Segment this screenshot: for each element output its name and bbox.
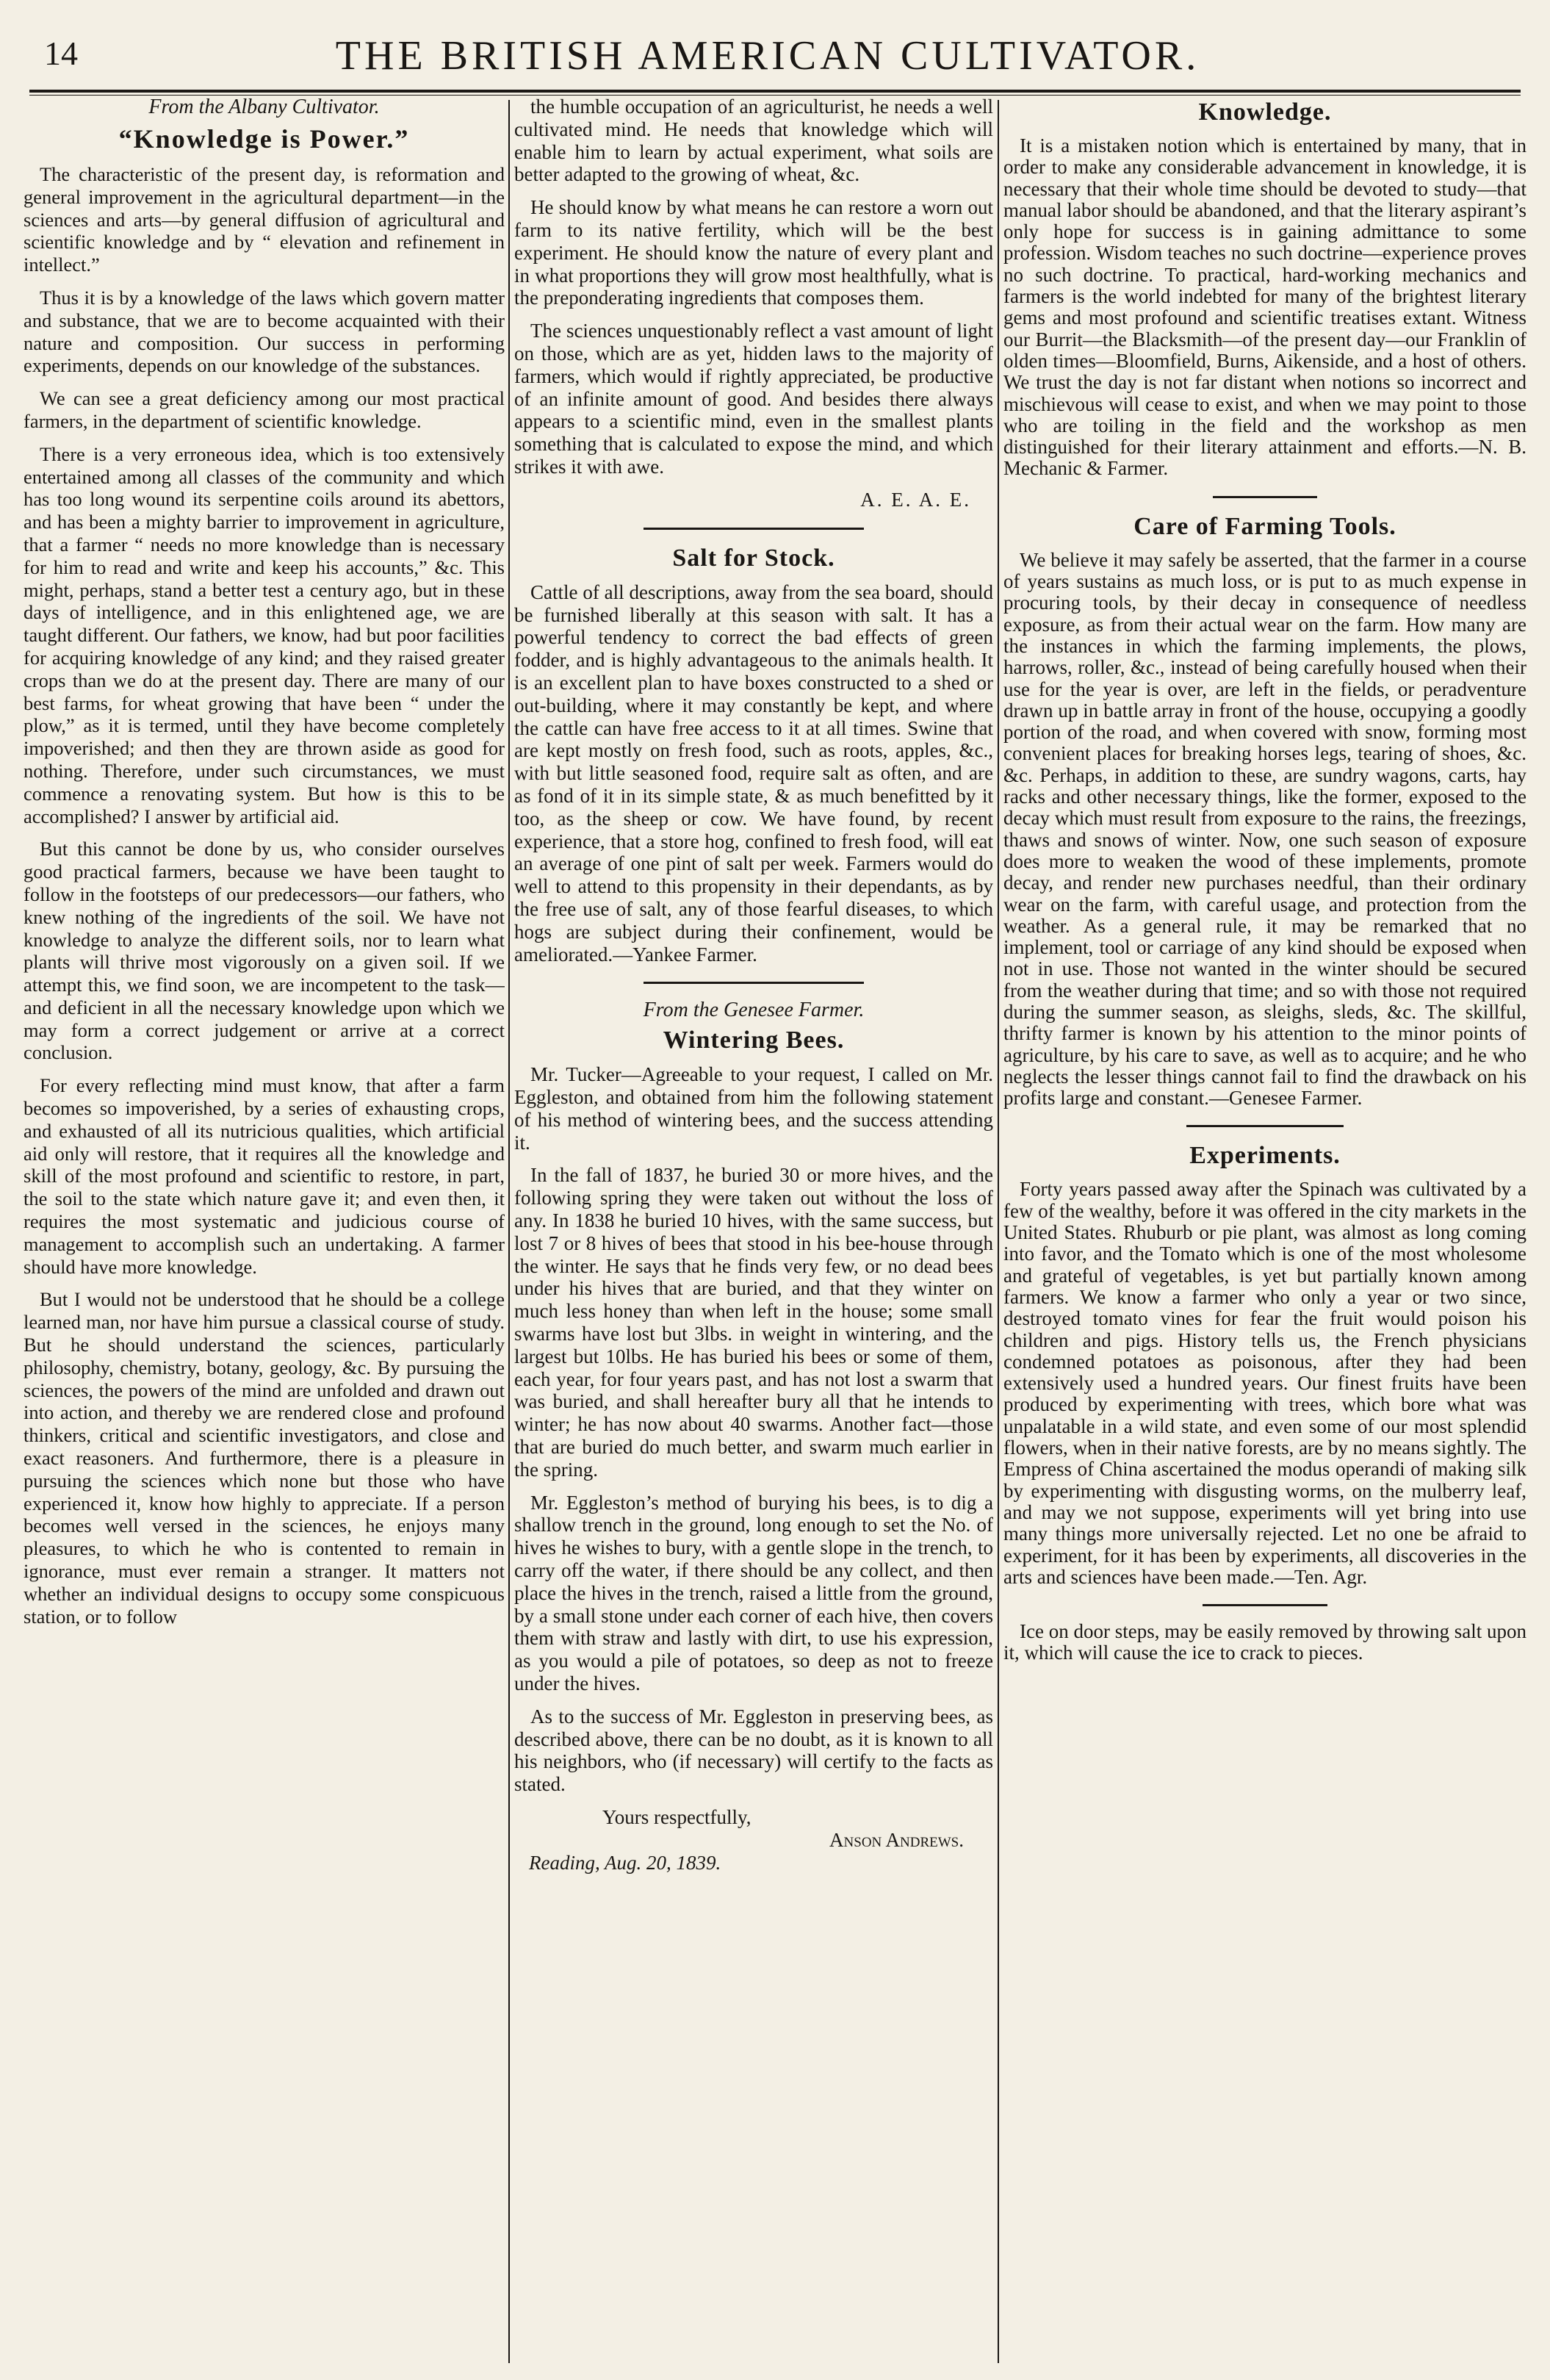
paragraph: It is a mistaken notion which is entertained by many, that in order to make any considerable advancement in knowledge, it is necessary that their whole time should be devoted to study—that manual labor should be abandoned, and that the literary aspirant’s only hope for success is in gaining admittance to some profession. Wisdom teaches no such doctrine—experience proves no such doctrine. To practical, hard-working mechanics and farmers is the world indebted for many of the brightest literary gems and most profound and scientific treatises extant. Witness our Burrit—the Blacksmith—of the present day—our Franklin of olden times—Bloomfield, Burns, Aikenside, and a host of others. We trust the day is not far distant when notions so incorrect and mischievous will cease to exist, and when we may point to those who are toiling in the field and the workshop as men distinguished for their literary attainment and efforts.—N. B. Mechanic & Farmer. bbox=[1003, 134, 1526, 480]
paragraph: Mr. Eggleston’s method of burying his bees, is to dig a shallow trench in the ground, long enough to set the No. of hives he wishes to bury, with a gentle slope in the trench, to carry off the water, if there should be any collect, and then place the hives in the trench, raised a little from the ground, by a small stone under each corner of each hive, then covers them with straw and lastly with dirt, to use his expression, as you would a pile of potatoes, so deep as not to freeze under the hives. bbox=[514, 1491, 993, 1695]
masthead-rule-thick bbox=[29, 90, 1521, 93]
newspaper-title: THE BRITISH AMERICAN CULTIVATOR. bbox=[335, 33, 1200, 79]
article-separator bbox=[1213, 496, 1317, 498]
paragraph: Ice on door steps, may be easily removed by throwing salt upon it, which will cause the ice to crack to pieces. bbox=[1003, 1620, 1526, 1664]
paragraph: As to the success of Mr. Eggleston in preserving bees, as described above, there can be no doubt, as it is known to all his neighbors, who (if necessary) will certify to the facts as stated. bbox=[514, 1705, 993, 1796]
paragraph: But this cannot be done by us, who consider ourselves good practical farmers, because we have been taught to follow in the footsteps of our predecessors—our fathers, who knew nothing of the ingredients of the soil. We have not knowledge to analyze the different soils, nor to learn what plants will thrive most vigorously on a given soil. If we attempt this, we find soon, we are incompetent to the task—and deficient in all the necessary knowledge upon which we may form a correct judgement or arrive at a correct conclusion. bbox=[24, 838, 505, 1064]
paragraph: Mr. Tucker—Agreeable to your request, I called on Mr. Eggleston, and obtained from him the following statement of his method of wintering bees, and the success attending it. bbox=[514, 1063, 993, 1154]
masthead bbox=[29, 28, 1506, 91]
paragraph: He should know by what means he can restore a worn out farm to its native fertility, which will be the best experiment. He should know the nature of every plant and in what proportions they will grow most healthfully, what is the preponderating ingredients that composes them. bbox=[514, 196, 993, 309]
article-separator bbox=[1186, 1125, 1344, 1127]
paragraph: But I would not be understood that he should be a college learned man, nor have him pursue a classical course of study. But he should understand the sciences, particularly philosophy, chemistry, botany, geology, &c. By pursuing the sciences, the powers of the mind are unfolded and drawn out into action, and thereby we are rendered close and profound thinkers, critical and scientific investigators, and close and exact reasoners. And furthermore, there is a pleasure in pursuing the sciences which none but those who have experienced it, know how highly to appreciate. If a person becomes well versed in the sciences, he enjoys many pleasures, to which he who is contented to remain in ignorance, must ever remain a stranger. It matters not whether an individual designs to occupy some conspicuous station, or to follow bbox=[24, 1288, 505, 1628]
article-separator bbox=[1203, 1604, 1328, 1606]
letter-place-date: Reading, Aug. 20, 1839. bbox=[529, 1852, 721, 1874]
article-heading-salt-for-stock: Salt for Stock. bbox=[672, 544, 835, 572]
article-heading-knowledge: Knowledge. bbox=[1198, 98, 1332, 126]
column-1 bbox=[24, 96, 505, 2366]
article-heading-care-of-farming-tools: Care of Farming Tools. bbox=[1133, 512, 1396, 540]
article-source: From the Genesee Farmer. bbox=[643, 999, 865, 1022]
paragraph: Cattle of all descriptions, away from the sea board, should be furnished liberally at this season with salt. It has a powerful tendency to correct the bad effects of green fodder, and is highly advantageous to the animals health. It is an excellent plan to have boxes constructed to a shed or out-building, where it may constantly be kept, and where the cattle can have free access to it at all times. Swine that are kept mostly on fresh food, such as roots, apples, &c., with but little seasoned food, require salt as often, and are as fond of it in its simple state, & as much benefitted by it too, as the sheep or cow. We have found, by recent experience, that a store hog, confined to fresh food, will eat an average of one pint of salt per week. Farmers would do well to attend to this propensity in their dependants, as by the free use of salt, any of those fearful diseases, to which hogs are subject during their confinement, would be ameliorated.—Yankee Farmer. bbox=[514, 580, 993, 966]
paragraph: Thus it is by a knowledge of the laws which govern matter and substance, that we are to become acquainted with their nature and composition. Our success in performing experiments, depends on our knowledge of the substances. bbox=[24, 286, 505, 377]
column-2 bbox=[514, 96, 993, 2366]
paragraph: There is a very erroneous idea, which is too extensively entertained among all classes of the community and which has too long wound its serpentine coils around its abettors, and has been a mighty barrier to improvement in agriculture, that a farmer “ needs no more knowledge than is necessary for him to read and write and keep his accounts,” &c. This might, perhaps, stand a better test a century ago, but in these days of intelligence, and in this enlightened age, we are taught different. Our fathers, we know, had but poor facilities for acquiring knowledge of any kind; and they raised greater crops than we do at the present day. There are many of our best farms, for wheat growing that have been “ under the plow,” as it is termed, until they have become completely impoverished; and then they are thrown aside as good for nothing. Therefore, under such circumstances, we must commence a renovating system. But how is this to be accomplished? I answer by artificial aid. bbox=[24, 442, 505, 827]
article-heading-experiments: Experiments. bbox=[1189, 1142, 1341, 1170]
letter-closing: Yours respectfully, bbox=[602, 1806, 751, 1828]
article-separator bbox=[644, 982, 864, 984]
paragraph: Forty years passed away after the Spinach was cultivated by a few of the wealthy, before it was offered in the city markets in the United States. Rhuburb or pie plant, was almost as long coming into favor, and the Tomato which is one of the most wholesome and grateful of vegetables, is yet but partially known among farmers. We know a farmer who only a year or two since, destroyed tomato vines for fear the fruit would poison his children and pigs. History tells us, the French physicians condemned potatoes as poisonous, after they had been extensively used a hundred years. Our finest fruits have been produced by experimenting with trees, which bore what was unpalatable in a wild state, and even some of our most splendid flowers, when in their native forests, are by no means sightly. The Empress of China ascertained the modus operandi of making silk by experimenting with disgusting worms, on the mulberry leaf, and may we not suppose, experiments will yet bring into use many things more universally rejected. Let no one be afraid to experiment, for it has been by experiments, all discoveries in the arts and sciences have been made.—Ten. Agr. bbox=[1003, 1178, 1526, 1588]
article-signature: A. E. A. E. bbox=[860, 488, 971, 511]
paragraph: In the fall of 1837, he buried 30 or more hives, and the following spring they were taken out without the loss of any. In 1838 he buried 10 hives, with the same success, but lost 7 or 8 hives of bees that stood in his bee-house through the winter. He says that he finds very few, or no dead bees under his hives that are buried, and that they winter on much less honey than when left in the house; some small swarms have lost but 3lbs. in weight in wintering, and the largest but 10lbs. He has buried his bees or some of them, each year, for four years past, and has not lost a swarm that was buried, and shall hereafter bury all that he intends to winter; he has now about 40 swarms. Another fact—those that are buried do much better, and swarm much earlier in the spring. bbox=[514, 1164, 993, 1481]
paragraph: We can see a great deficiency among our most practical farmers, in the department of scientific knowledge. bbox=[24, 387, 505, 432]
column-rule-2 bbox=[998, 100, 999, 2363]
column-rule-1 bbox=[508, 100, 510, 2363]
paragraph: the humble occupation of an agriculturist, he needs a well cultivated mind. He needs that knowledge which will enable him to learn by actual experiment, what soils are better adapted to the growing of wheat, &c. bbox=[514, 96, 993, 186]
paragraph: For every reflecting mind must know, that after a farm becomes so impoverished, by a series of exhausting crops, and exhausted of all its nutricious qualities, which artificial aid only will restore, that it requires all the knowledge and skill of the most profound and scientific to restore, in part, the soil to the state which nature gave it; and even then, it requires the most systematic and judicious course of management to accomplish such an undertaking. A farmer should have more knowledge. bbox=[24, 1074, 505, 1278]
letter-author: Anson Andrews. bbox=[829, 1829, 964, 1851]
article-heading-wintering-bees: Wintering Bees. bbox=[663, 1027, 845, 1054]
paragraph: We believe it may safely be asserted, that the farmer in a course of years sustains as much loss, or is put to as much expense in procuring tools, by their decay in consequence of needless exposure, as from their actual wear on the farm. How many are the instances in which the farming implements, the plows, harrows, roller, &c., instead of being carefully housed when their use for the year is over, are left in the fields, or peradventure drawn up in battle array in front of the house, occupying a goodly portion of the road, and when covered with snow, forming most convenient places for breaking horses legs, tearing of shoes, &c. &c. Perhaps, in addition to these, are sundry wagons, carts, hay racks and other necessary things, like the former, exposed to the decay which must result from exposure to the rains, the freezings, thaws and snows of winter. Now, one such season of exposure does more to weaken the wood of these implements, promote decay, and render new purchases needful, than their ordinary wear on the farm, with careful usage, and protection from the weather. As a general rule, it may be remarked that no implement, tool or carriage of any kind should be exposed when not in use. Those not wanted in the winter should be secured from the weather during that time; and so with those not required during the summer season, as sleighs, sleds, &c. The skillful, thrifty farmer is known by his attention to the minor points of agriculture, by his care to save, as well as to acquire; and he who neglects the lesser things cannot fail to find the drawback on his profits large and constant.—Genesee Farmer. bbox=[1003, 548, 1526, 1110]
letter-signature-block bbox=[514, 1806, 993, 1874]
article-heading-knowledge-is-power: “Knowledge is Power.” bbox=[118, 124, 410, 154]
article-separator bbox=[644, 528, 864, 530]
column-3 bbox=[1003, 96, 1526, 2366]
paragraph: The characteristic of the present day, is reformation and general improvement in the agricultural department—in the sciences and arts—by general diffusion of agricultural and scientific knowledge and by “ elevation and refinement in intellect.” bbox=[24, 163, 505, 276]
article-source: From the Albany Cultivator. bbox=[148, 96, 380, 118]
paragraph: The sciences unquestionably reflect a vast amount of light on those, which are as yet, hidden laws to the majority of farmers, which would if rightly appreciated, be productive of an infinite amount of good. And besides there always appears to a scientific mind, even in the smallest plants something that is calculated to expose the mind, and which strikes it with awe. bbox=[514, 320, 993, 478]
page-number: 14 bbox=[44, 35, 78, 72]
